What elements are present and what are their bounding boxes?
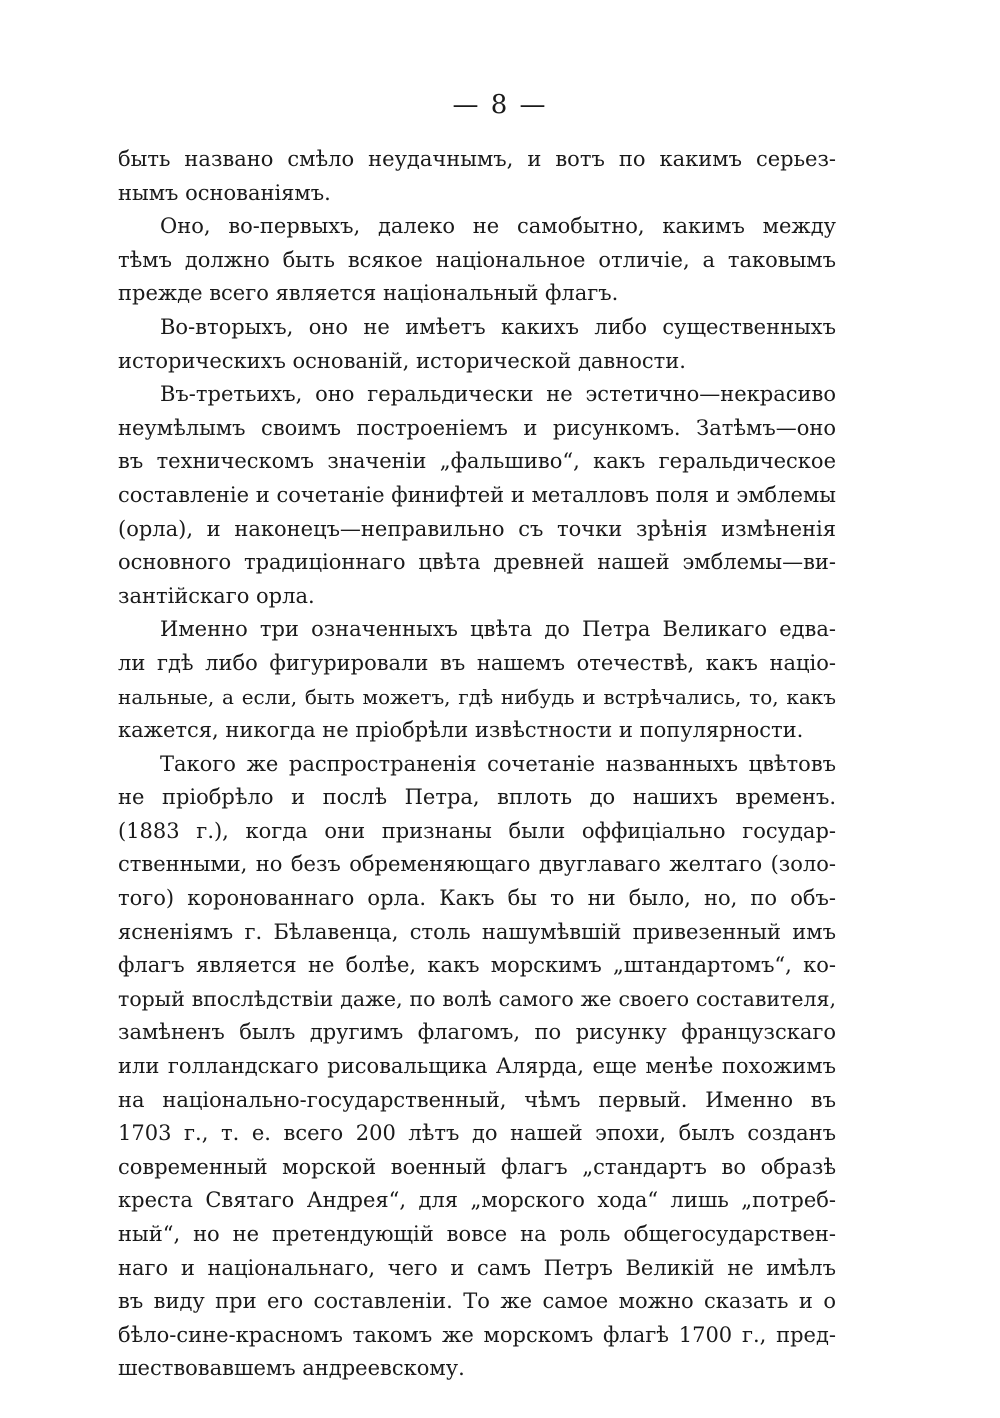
text-line: наго и національнаго, чего и самъ Петръ Великій не имѣлъ bbox=[118, 1255, 836, 1280]
body-text bbox=[118, 143, 836, 1386]
text-line: историческихъ основаній, исторической давности. bbox=[118, 348, 686, 373]
text-line: ли гдѣ либо фигурировали въ нашемъ отечествѣ, какъ націо- bbox=[118, 650, 836, 675]
text-line: того) коронованнаго орла. Какъ бы то ни было, но, по объ- bbox=[118, 886, 836, 911]
text-line: нымъ основаніямъ. bbox=[118, 180, 331, 205]
text-line: основного традиціоннаго цвѣта древней нашей эмблемы—ви- bbox=[118, 550, 836, 575]
paragraph bbox=[118, 311, 836, 378]
text-line: (орла), и наконецъ—неправильно съ точки зрѣнія измѣненія bbox=[118, 516, 836, 541]
paragraph bbox=[118, 210, 836, 311]
text-line: Въ-третьихъ, оно геральдически не эстетично—некрасиво bbox=[160, 382, 836, 407]
text-line: Такого же распространенія сочетаніе названныхъ цвѣтовъ bbox=[160, 751, 836, 776]
text-line: составленіе и сочетаніе финифтей и металловъ поля и эмблемы bbox=[118, 482, 836, 507]
text-line: на національно-государственный, чѣмъ первый. Именно въ bbox=[118, 1087, 836, 1112]
text-line: креста Святаго Андрея“, для „морского хода“ лишь „потреб- bbox=[118, 1188, 836, 1213]
text-line: ясненіямъ г. Бѣлавенца, столь нашумѣвшій привезенный имъ bbox=[118, 919, 836, 944]
text-line: или голландскаго рисовальщика Алярда, еще менѣе похожимъ bbox=[118, 1054, 836, 1079]
text-line: кажется, никогда не пріобрѣли извѣстности и популярности. bbox=[118, 718, 804, 743]
text-line: ный“, но не претендующій вовсе на роль общегосударствен- bbox=[118, 1222, 836, 1246]
text-line: ственными, но безъ обременяющаго двуглаваго желтаго (золо- bbox=[118, 852, 836, 877]
text-line: неумѣлымъ своимъ построеніемъ и рисункомъ. Затѣмъ—оно bbox=[118, 415, 836, 440]
paragraph bbox=[118, 378, 836, 613]
paragraph bbox=[118, 748, 836, 1386]
text-line: зантійскаго орла. bbox=[118, 583, 315, 608]
text-line: шествовавшемъ андреевскому. bbox=[118, 1356, 465, 1381]
text-line: Оно, во-первыхъ, далеко не самобытно, какимъ между bbox=[160, 214, 836, 239]
page-number: — 8 — bbox=[452, 90, 548, 120]
text-line: (1883 г.), когда они признаны были оффиціально государ- bbox=[118, 818, 836, 843]
text-line: 1703 г., т. е. всего 200 лѣтъ до нашей эпохи, былъ созданъ bbox=[118, 1121, 836, 1146]
text-line: не пріобрѣло и послѣ Петра, вплоть до нашихъ временъ. bbox=[118, 785, 836, 810]
paragraph bbox=[118, 613, 836, 747]
text-line: бѣло-сине-красномъ такомъ же морскомъ флагѣ 1700 г., пред- bbox=[118, 1322, 836, 1347]
text-line: Во-вторыхъ, оно не имѣетъ какихъ либо существенныхъ bbox=[160, 314, 836, 339]
text-line: въ техническомъ значеніи „фальшиво“, какъ геральдическое bbox=[118, 449, 836, 474]
text-line: Именно три означенныхъ цвѣта до Петра Великаго едва- bbox=[160, 617, 836, 642]
text-line: современный морской военный флагъ „стандартъ во образѣ bbox=[118, 1154, 836, 1179]
text-line: тѣмъ должно быть всякое національное отличіе, а таковымъ bbox=[118, 247, 836, 272]
text-line: быть названо смѣло неудачнымъ, и вотъ по какимъ серьез- bbox=[118, 147, 836, 171]
text-line: прежде всего является національный флагъ. bbox=[118, 281, 619, 306]
text-line: торый впослѣдствіи даже, по волѣ самого же своего составителя, bbox=[118, 986, 836, 1011]
paragraph bbox=[118, 143, 836, 210]
text-line: замѣненъ былъ другимъ флагомъ, по рисунку французскаго bbox=[118, 1020, 836, 1045]
text-line: флагъ является не болѣе, какъ морскимъ „штандартомъ“, ко- bbox=[118, 953, 836, 978]
text-line: нальные, а если, быть можетъ, гдѣ нибудь и встрѣчались, то, какъ bbox=[118, 684, 836, 709]
text-line: въ виду при его составленіи. То же самое можно сказать и о bbox=[118, 1289, 836, 1314]
